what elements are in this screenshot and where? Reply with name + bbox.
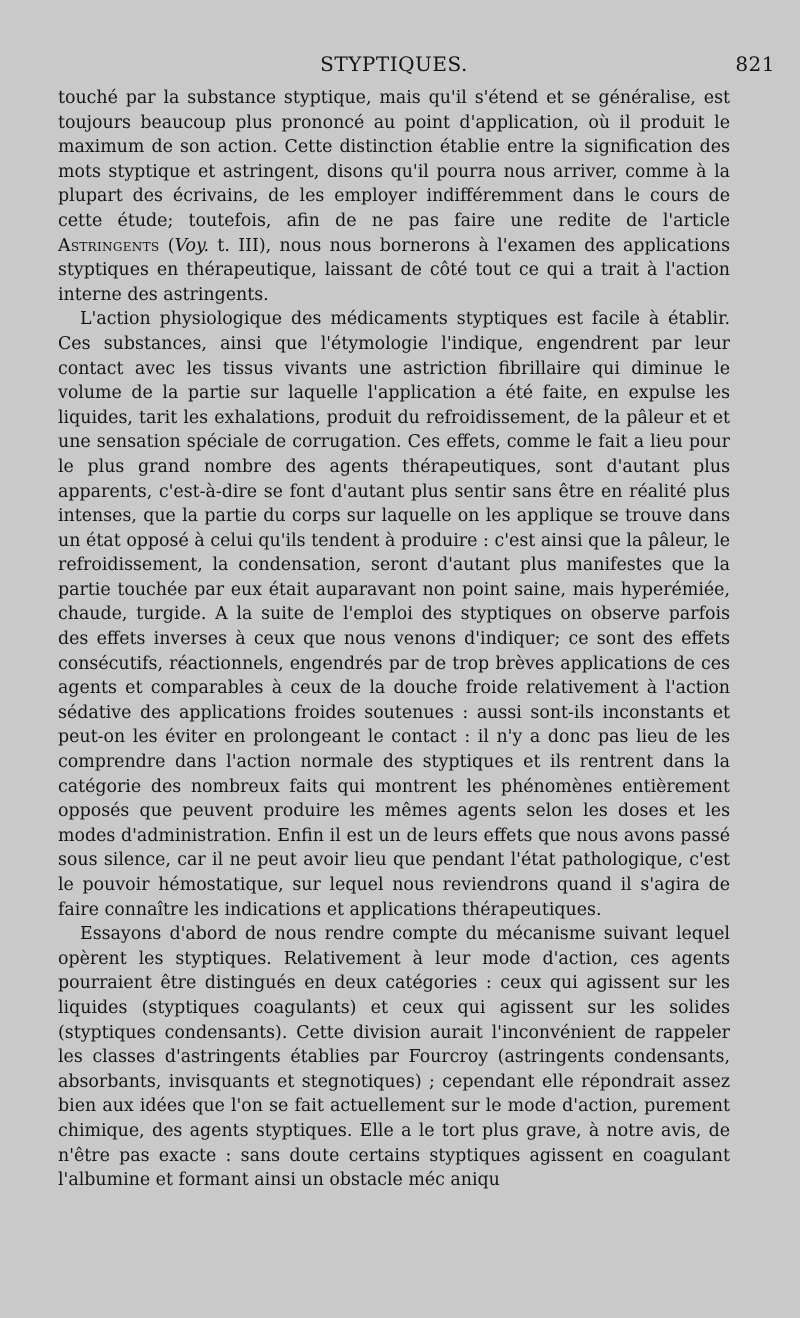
running-head bbox=[58, 52, 775, 86]
voy-abbreviation: Voy. bbox=[174, 235, 210, 256]
body-text bbox=[58, 86, 730, 1193]
text-segment: t. III), nous nous bornerons à l'examen des applications styptiques en thérapeutique, laissant de côté tout ce qui a trait à l'action interne des astringents. bbox=[58, 235, 730, 305]
paragraph-1 bbox=[58, 86, 730, 307]
text-segment: ( bbox=[159, 235, 175, 256]
page-number: 821 bbox=[735, 52, 775, 76]
running-title: STYPTIQUES. bbox=[320, 52, 468, 76]
paragraph-3 bbox=[58, 922, 730, 1193]
text-segment: Essayons d'abord de nous rendre compte du mécanisme suivant lequel opèrent les styptiques. Relativement à leur mode d'action, ces agents pourraient être distingués en deux catégories : ceux qui agissent sur les liquides (styptiques coagulants) et ceux qui agissent sur les solides (styptiques condensants). Cette division aurait l'inconvénient de rappeler les classes d'astringents établies par Fourcroy (astringents condensants, absorbants, invisquants et stegnotiques) ; cependant elle répondrait assez bien aux idées que l'on se fait actuellement sur le mode d'action, purement chimique, des agents styptiques. Elle a le tort plus grave, à notre avis, de n'être pas exacte : sans doute certains styptiques agissent en coagulant l'albumine et formant ainsi un obstacle méc aniqu bbox=[58, 924, 730, 1191]
text-segment: touché par la substance styptique, mais qu'il s'étend et se généralise, est toujours beaucoup plus prononcé au point d'application, où il produit le maximum de son action. Cette distinction établie entre la signification des mots styptique et astringent, disons qu'il pourra nous arriver, comme à la plupart des écrivains, de les employer indifféremment dans le cours de cette étude; toutefois, afin de ne pas faire une redite de l'article bbox=[58, 88, 730, 231]
paragraph-2 bbox=[58, 307, 730, 922]
text-segment: L'action physiologique des médicaments styptiques est facile à établir. Ces substances, ainsi que l'étymologie l'indique, engendrent par leur contact avec les tissus vivants une astriction fibrillaire qui diminue le volume de la partie sur laquelle l'application a été faite, en expulse les liquides, tarit les exhalations, produit du refroidissement, de la pâleur et et une sensation spéciale de corrugation. Ces effets, comme le fait a lieu pour le plus grand nombre des agents thérapeutiques, sont d'autant plus apparents, c'est-à-dire se font d'autant plus sentir sans être en réalité plus intenses, que la partie du corps sur laquelle on les applique se trouve dans un état opposé à celui qu'ils tendent à produire : c'est ainsi que la pâleur, le refroidissement, la condensation, seront d'autant plus manifestes que la partie touchée par eux était auparavant non point saine, mais hyperémiée, chaude, turgide. A la suite de l'emploi des styptiques on observe parfois des effets inverses à ceux que nous venons d'indiquer; ce sont des effets consécutifs, réactionnels, engendrés par de trop brèves applications de ces agents et comparables à ceux de la douche froide relativement à l'action sédative des applications froides soutenues : aussi sont-ils inconstants et peut-on les éviter en prolongeant le contact : il n'y a donc pas lieu de les comprendre dans l'action normale des styptiques et ils rentrent dans la catégorie des nombreux faits qui montrent les phénomènes entièrement opposés que peuvent produire les mêmes agents selon les doses et les modes d'administration. Enfin il est un de leurs effets que nous avons passé sous silence, car il ne peut avoir lieu que pendant l'état pathologique, c'est le pouvoir hémostatique, sur lequel nous reviendrons quand il s'agira de faire connaître les indications et applications thérapeutiques. bbox=[58, 309, 730, 920]
article-reference-astringents: Astringents bbox=[58, 235, 160, 256]
